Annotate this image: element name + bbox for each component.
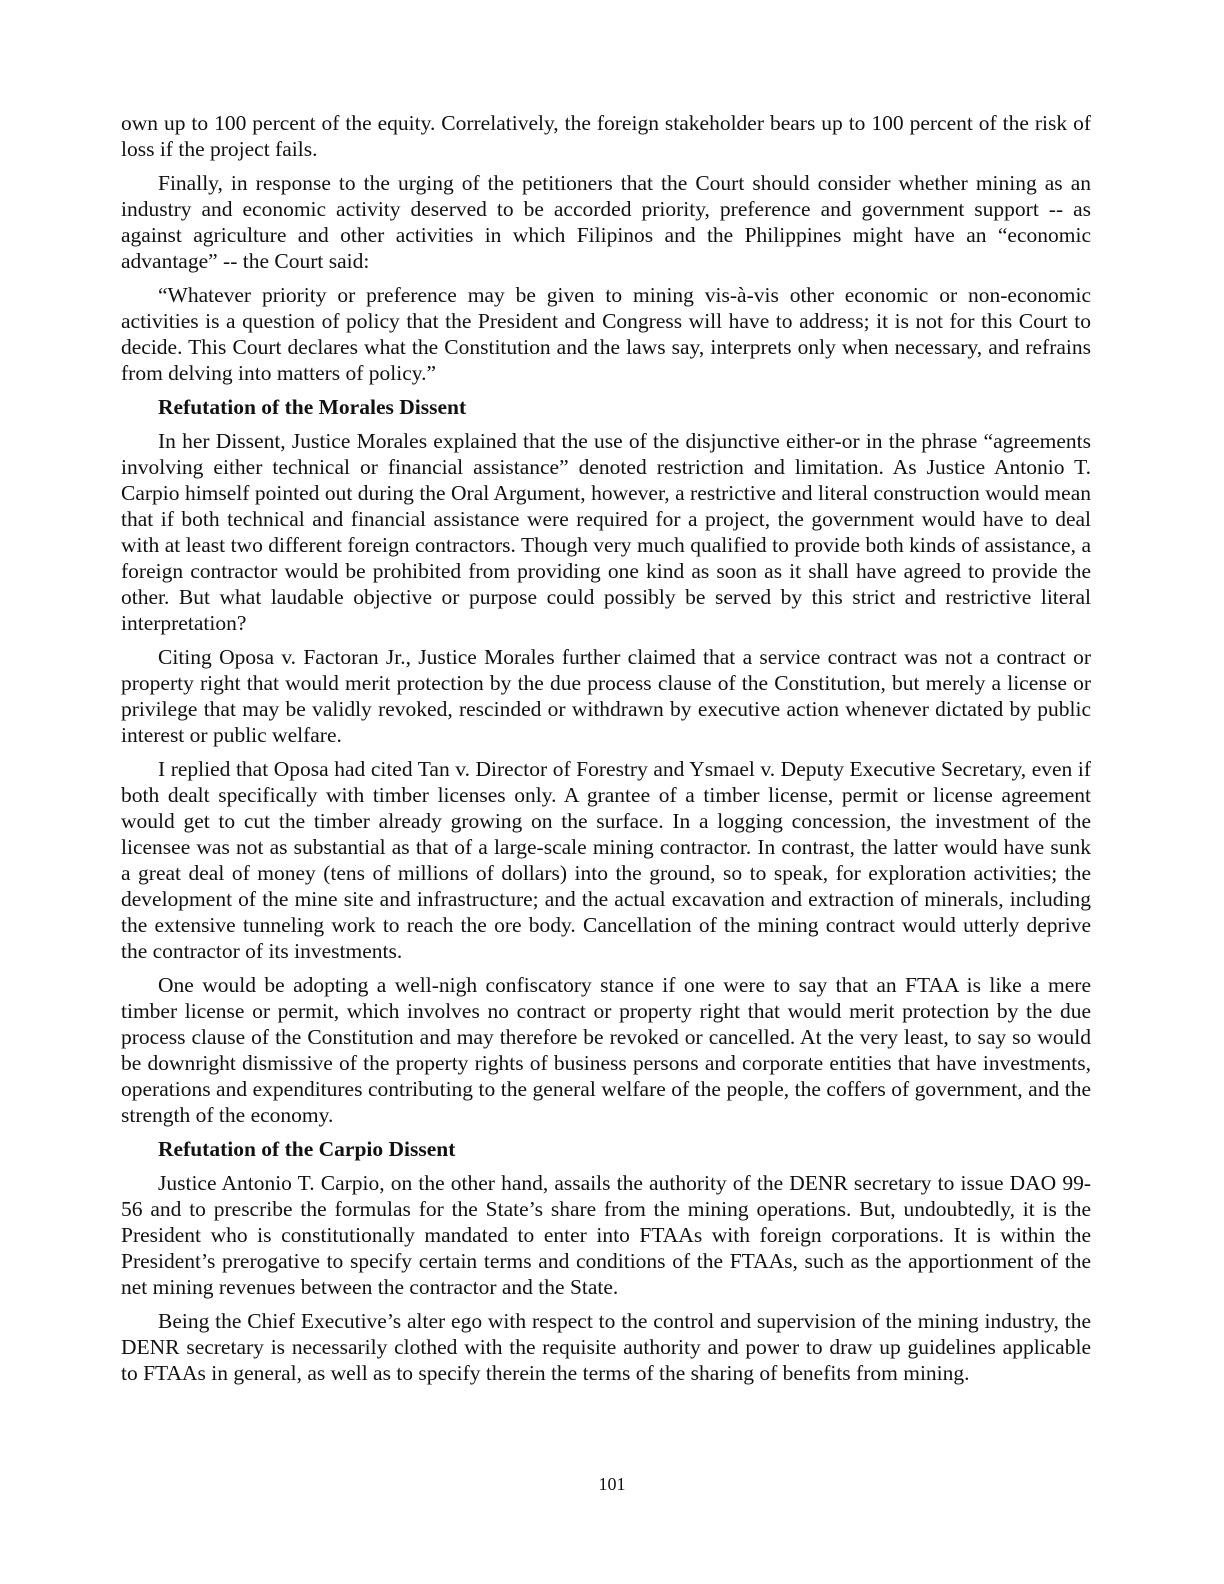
paragraph-alter-ego: Being the Chief Executive’s alter ego with respect to the control and supervision of the mining industry, the DENR secretary is necessarily clothed with the requisite authority and power to draw up guidelines applicable to FTAAs in general, as well as to specify therein the terms of the sharing of benefits from mining.	[121, 1309, 1091, 1385]
page-number: 101	[598, 1474, 626, 1494]
paragraph-court-quote: “Whatever priority or preference may be given to mining vis-à-vis other economic or non-economic activities is a question of policy that the President and Congress will have to address; it is not for this Court to decide. This Court declares what the Constitution and the laws say, interprets only when necessary, and refrains from delving into matters of policy.”	[121, 283, 1091, 385]
paragraph-confiscatory: One would be adopting a well-nigh confiscatory stance if one were to say that an FTAA is like a mere timber license or permit, which involves no contract or property right that would merit protection by the due process clause of the Constitution and may therefore be revoked or cancelled. At the very least, to say so would be downright dismissive of the property rights of business persons and corporate entities that have investments, operations and expenditures contributing to the general welfare of the people, the coffers of government, and the strength of the economy.	[121, 973, 1091, 1127]
heading-morales-dissent: Refutation of the Morales Dissent	[158, 395, 467, 419]
paragraph-carpio-authority: Justice Antonio T. Carpio, on the other hand, assails the authority of the DENR secretary to issue DAO 99-56 and to prescribe the formulas for the State’s share from the mining operations. But, undoubtedly, it is the President who is constitutionally mandated to enter into FTAAs with foreign corporations. It is within the President’s prerogative to specify certain terms and conditions of the FTAAs, such as the apportionment of the net mining revenues between the contractor and the State.	[121, 1171, 1091, 1299]
paragraph-morales-disjunctive: In her Dissent, Justice Morales explained that the use of the disjunctive either-or in the phrase “agreements involving either technical or financial assistance” denoted restriction and limitation. As Justice Antonio T. Carpio himself pointed out during the Oral Argument, however, a restrictive and literal construction would mean that if both technical and financial assistance were required for a project, the government would have to deal with at least two different foreign contractors. Though very much qualified to provide both kinds of assistance, a foreign contractor would be prohibited from providing one kind as soon as it shall have agreed to provide the other. But what laudable objective or purpose could possibly be served by this strict and restrictive literal interpretation?	[121, 429, 1091, 635]
document-body	[121, 110, 1091, 1394]
paragraph-morales-oposa: Citing Oposa v. Factoran Jr., Justice Morales further claimed that a service contract was not a contract or property right that would merit protection by the due process clause of the Constitution, but merely a license or privilege that may be validly revoked, rescinded or withdrawn by executive action whenever dictated by public interest or public welfare.	[121, 645, 1091, 747]
paragraph-court-priority: Finally, in response to the urging of the petitioners that the Court should consider whether mining as an industry and economic activity deserved to be accorded priority, preference and government support -- as against agriculture and other activities in which Filipinos and the Philippines might have an “economic advantage” -- the Court said:	[121, 171, 1091, 273]
paragraph-continued: own up to 100 percent of the equity. Correlatively, the foreign stakeholder bears up to 100 percent of the risk of loss if the project fails.	[121, 111, 1091, 161]
heading-carpio-dissent: Refutation of the Carpio Dissent	[158, 1137, 456, 1161]
paragraph-reply-timber: I replied that Oposa had cited Tan v. Director of Forestry and Ysmael v. Deputy Executive Secretary, even if both dealt specifically with timber licenses only. A grantee of a timber license, permit or license agreement would get to cut the timber already growing on the surface. In a logging concession, the investment of the licensee was not as substantial as that of a large-scale mining contractor. In contrast, the latter would have sunk a great deal of money (tens of millions of dollars) into the ground, so to speak, for exploration activities; the development of the mine site and infrastructure; and the actual excavation and extraction of minerals, including the extensive tunneling work to reach the ore body. Cancellation of the mining contract would utterly deprive the contractor of its investments.	[121, 757, 1091, 963]
